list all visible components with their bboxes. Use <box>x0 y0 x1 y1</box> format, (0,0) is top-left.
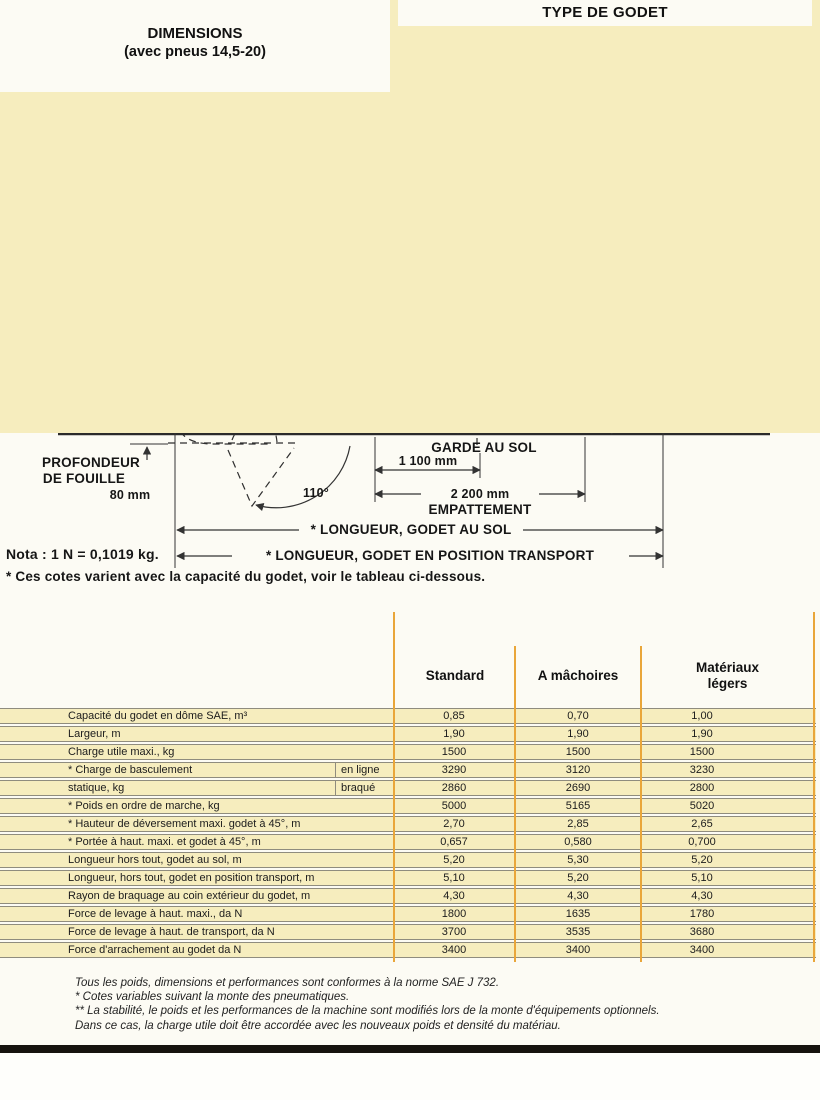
row-label: Longueur, hors tout, godet en position transport, m <box>68 872 315 884</box>
row-label: Rayon de braquage au coin extérieur du godet, m <box>68 890 311 902</box>
column-header-materiaux-line1: Matériaux <box>695 660 760 675</box>
row-value: 3700 <box>441 926 467 938</box>
wheelbase-label: EMPATTEMENT <box>428 502 532 517</box>
table-right-edge <box>813 612 815 962</box>
row-value: 0,700 <box>688 836 716 848</box>
column-header-standard: Standard <box>399 649 511 703</box>
row-label: Charge utile maxi., kg <box>68 746 175 758</box>
row-value: 5165 <box>565 800 591 812</box>
table-row <box>0 762 816 778</box>
table-row <box>0 924 816 940</box>
row-value: 2860 <box>441 782 467 794</box>
row-sub-label: en ligne <box>341 764 380 776</box>
dim-1100-label: 1 100 mm <box>398 454 458 468</box>
table-row <box>0 816 816 832</box>
row-value: 1,90 <box>567 728 589 740</box>
column-divider <box>514 646 516 962</box>
row-value: 3290 <box>441 764 467 776</box>
row-value: 4,30 <box>443 890 465 902</box>
dim-80-label: 80 mm <box>109 488 151 502</box>
dig-depth-label: DE FOUILLE <box>42 471 126 486</box>
table-row <box>0 870 816 886</box>
row-value: 2800 <box>689 782 715 794</box>
row-value: 5,10 <box>691 872 713 884</box>
row-value: 4,30 <box>691 890 713 902</box>
row-value: 1500 <box>689 746 715 758</box>
row-value: 5,30 <box>567 854 589 866</box>
column-header-materiaux <box>643 649 812 703</box>
sub-column-divider <box>335 780 336 796</box>
table-row <box>0 798 816 814</box>
type-de-godet-header: TYPE DE GODET <box>398 0 812 26</box>
table-row <box>0 708 816 724</box>
footnote-line: Dans ce cas, la charge utile doit être accordée avec les nouveaux poids et densité du matériau. <box>75 1019 561 1032</box>
bottom-rule <box>0 1045 820 1053</box>
footnote-line: * Cotes variables suivant la monte des pneumatiques. <box>75 991 350 1004</box>
footnote-line: ** La stabilité, le poids et les performances de la machine sont modifiés lors de la monte d'équipements optionnels. <box>75 1005 660 1018</box>
table-row <box>0 942 816 958</box>
row-value: 5,20 <box>443 854 465 866</box>
row-label: * Charge de basculement <box>68 764 193 776</box>
row-value: 1,90 <box>691 728 713 740</box>
row-value: 2,70 <box>443 818 465 830</box>
table-row <box>0 780 816 796</box>
row-value: 0,657 <box>440 836 468 848</box>
row-value: 0,85 <box>443 710 465 722</box>
table-row <box>0 906 816 922</box>
row-value: 3400 <box>441 944 467 956</box>
angle-110-label: 110° <box>303 486 329 500</box>
row-label: Capacité du godet en dôme SAE, m³ <box>68 710 248 722</box>
column-header-materiaux-line2: légers <box>707 676 748 691</box>
row-value: 1500 <box>441 746 467 758</box>
row-label: Force de levage à haut. maxi., da N <box>68 908 243 920</box>
row-value: 5,20 <box>567 872 589 884</box>
length-bucket-ground-label: * LONGUEUR, GODET AU SOL <box>310 522 512 537</box>
nota-text: Nota : 1 N = 0,1019 kg. <box>6 546 159 562</box>
dig-bucket-dashed <box>228 448 294 506</box>
row-value: 3400 <box>689 944 715 956</box>
row-value: 3120 <box>565 764 591 776</box>
table-row <box>0 744 816 760</box>
table-rows <box>0 708 816 960</box>
row-label: Largeur, m <box>68 728 121 740</box>
diagram-footnote: * Ces cotes varient avec la capacité du godet, voir le tableau ci-dessous. <box>6 569 486 584</box>
row-value: 2690 <box>565 782 591 794</box>
row-value: 3230 <box>689 764 715 776</box>
dimensions-title: DIMENSIONS <box>147 25 243 42</box>
row-label: * Poids en ordre de marche, kg <box>68 800 220 812</box>
length-transport-label: * LONGUEUR, GODET EN POSITION TRANSPORT <box>265 548 595 563</box>
row-label: statique, kg <box>68 782 125 794</box>
row-value: 3535 <box>565 926 591 938</box>
dimensions-subtitle: (avec pneus 14,5-20) <box>124 44 266 60</box>
column-divider <box>640 646 642 962</box>
row-value: 1,90 <box>443 728 465 740</box>
column-header-machoires: A mâchoires <box>517 649 639 703</box>
row-value: 1500 <box>565 746 591 758</box>
dig-depth-label: PROFONDEUR <box>41 455 141 470</box>
row-value: 1780 <box>689 908 715 920</box>
row-label: Longueur hors tout, godet au sol, m <box>68 854 242 866</box>
row-value: 5,10 <box>443 872 465 884</box>
row-value: 0,580 <box>564 836 592 848</box>
table-row <box>0 834 816 850</box>
footnote-line: Tous les poids, dimensions et performances sont conformes à la norme SAE J 732. <box>75 977 500 989</box>
row-label: * Hauteur de déversement maxi. godet à 45°, m <box>68 818 301 830</box>
column-divider <box>393 612 395 962</box>
ground-clearance-label: GARDE AU SOL <box>431 440 537 455</box>
table-row <box>0 888 816 904</box>
row-value: 0,70 <box>567 710 589 722</box>
row-value: 1,00 <box>691 710 713 722</box>
row-value: 1635 <box>565 908 591 920</box>
row-label: Force de levage à haut. de transport, da N <box>68 926 275 938</box>
sub-column-divider <box>335 762 336 778</box>
row-value: 3680 <box>689 926 715 938</box>
row-value: 5,20 <box>691 854 713 866</box>
row-label: Force d'arrachement au godet da N <box>68 944 242 956</box>
page-bottom-margin <box>0 1053 820 1100</box>
table-row <box>0 726 816 742</box>
row-value: 4,30 <box>567 890 589 902</box>
row-value: 1800 <box>441 908 467 920</box>
row-value: 2,65 <box>691 818 713 830</box>
row-value: 5020 <box>689 800 715 812</box>
row-label: * Portée à haut. maxi. et godet à 45°, m <box>68 836 261 848</box>
row-value: 2,85 <box>567 818 589 830</box>
row-value: 5000 <box>441 800 467 812</box>
row-value: 3400 <box>565 944 591 956</box>
table-row <box>0 852 816 868</box>
row-sub-label: braqué <box>341 782 376 794</box>
dim-2200-label: 2 200 mm <box>450 487 510 501</box>
footnotes <box>75 976 660 1033</box>
dimensions-header-cell <box>0 0 390 92</box>
